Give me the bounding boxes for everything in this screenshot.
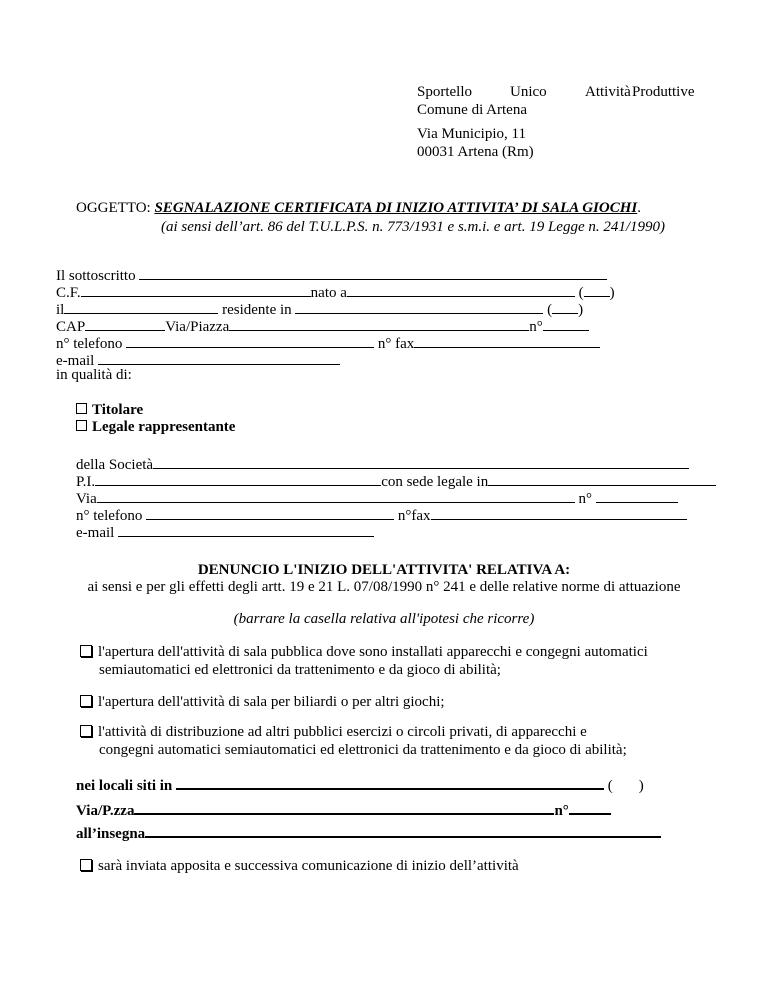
row-il	[56, 300, 584, 318]
label-nato-a: nato a	[310, 285, 347, 301]
subject-period: .	[637, 200, 641, 216]
row-sottoscritto	[56, 266, 607, 284]
option-comunicazione[interactable]	[80, 857, 519, 875]
address-word: Attività	[585, 84, 631, 100]
option-titolare[interactable]	[76, 403, 143, 418]
option-biliardi[interactable]	[80, 693, 445, 711]
row-company-via	[76, 489, 678, 507]
address-word: Produttive	[632, 84, 695, 100]
subject-reference: (ai sensi dell’art. 86 del T.U.L.P.S. n. 773/1931 e s.m.i. e art. 19 Legge n. 241/1990)	[161, 219, 666, 235]
checkbox-icon[interactable]	[76, 403, 87, 414]
paren: (	[578, 285, 584, 301]
field-email[interactable]	[98, 351, 340, 365]
option-text: sarà inviata apposita e successiva comunicazione di inizio dell’attività	[98, 858, 519, 874]
declaration-title: DENUNCIO L'INIZIO DELL'ATTIVITA' RELATIVA A:	[197, 562, 571, 578]
row-insegna	[76, 823, 661, 842]
paren: (	[547, 302, 553, 318]
address-line-3: Via Municipio, 11	[417, 126, 526, 142]
field-company-n[interactable]	[596, 489, 678, 503]
address-word: Unico	[510, 84, 547, 100]
label-company-email: e-mail	[76, 525, 115, 541]
field-cf[interactable]	[81, 283, 311, 297]
address-word: Sportello	[417, 84, 472, 100]
label-n: n°	[529, 319, 543, 335]
field-premises-n[interactable]	[569, 800, 611, 815]
paren: )	[578, 302, 584, 318]
field-nato-prov[interactable]	[584, 283, 610, 297]
label-via: Via/Piazza	[165, 319, 230, 335]
row-pi	[76, 472, 716, 490]
field-il[interactable]	[64, 300, 218, 314]
label-fax: n° fax	[377, 336, 415, 352]
row-telefono	[56, 334, 600, 352]
row-premises-via	[76, 800, 611, 819]
label-sede: con sede legale in	[381, 474, 489, 490]
field-company-fax[interactable]	[431, 506, 687, 520]
option-text: l'apertura dell'attività di sala pubblica dove sono installati apparecchi e congegni automatici	[98, 644, 648, 660]
option-legale-rappresentante[interactable]	[76, 420, 235, 435]
field-insegna[interactable]	[145, 823, 661, 838]
field-company-via[interactable]	[97, 489, 575, 503]
row-cap	[56, 317, 589, 335]
row-company-telefono	[76, 506, 687, 524]
label-locali: nei locali siti in	[76, 778, 173, 794]
checkbox-icon[interactable]	[76, 420, 87, 431]
field-nato-a[interactable]	[347, 283, 575, 297]
checkbox-icon[interactable]	[80, 645, 92, 657]
field-fax[interactable]	[414, 334, 600, 348]
field-via[interactable]	[229, 317, 529, 331]
field-locali[interactable]	[176, 775, 604, 790]
option-text: congegni automatici semiautomatici ed elettronici da trattenimento e da gioco di abilità;	[99, 742, 627, 758]
address-line-1	[417, 84, 697, 102]
label-qualita: in qualità di:	[56, 367, 132, 383]
row-company-email	[76, 523, 374, 541]
option-distribuzione[interactable]	[80, 723, 627, 759]
option-text: l'attività di distribuzione ad altri pubblici esercizi o circoli privati, di apparecchi e	[98, 724, 587, 740]
row-email	[56, 351, 340, 369]
label-pi: P.I.	[76, 474, 96, 490]
option-text: semiautomatici ed elettronici da trattenimento e da gioco di abilità;	[99, 662, 501, 678]
field-residente[interactable]	[295, 300, 543, 314]
row-societa	[76, 455, 689, 473]
checkbox-icon[interactable]	[80, 859, 92, 871]
subject-line	[76, 200, 641, 217]
label-titolare: Titolare	[92, 402, 144, 418]
option-sala-pubblica[interactable]	[80, 643, 648, 679]
label-legale: Legale rappresentante	[92, 419, 236, 435]
label-il: il	[56, 302, 65, 318]
field-sede[interactable]	[488, 472, 716, 486]
field-cap[interactable]	[85, 317, 165, 331]
field-company-telefono[interactable]	[146, 506, 394, 520]
row-locali	[76, 775, 644, 794]
field-sottoscritto[interactable]	[139, 266, 607, 280]
label-cf: C.F.	[56, 285, 81, 301]
field-residente-prov[interactable]	[552, 300, 578, 314]
label-premises-n: n°	[554, 803, 569, 819]
paren: )	[609, 285, 615, 301]
option-text: l'apertura dell'attività di sala per biliardi o per altri giochi;	[98, 694, 445, 710]
subject-label: OGGETTO:	[76, 200, 155, 216]
paren: )	[638, 778, 644, 794]
field-company-email[interactable]	[118, 523, 374, 537]
label-company-telefono: n° telefono	[76, 508, 143, 524]
label-email: e-mail	[56, 353, 95, 369]
label-company-fax: n°fax	[397, 508, 431, 524]
label-company-via: Via	[76, 491, 97, 507]
label-telefono: n° telefono	[56, 336, 123, 352]
recipient-address	[417, 84, 697, 162]
field-n[interactable]	[543, 317, 589, 331]
label-societa: della Società	[76, 457, 154, 473]
address-line-4: 00031 Artena (Rm)	[417, 144, 534, 160]
checkbox-icon[interactable]	[80, 695, 92, 707]
checkbox-icon[interactable]	[80, 725, 92, 737]
field-premises-via[interactable]	[134, 800, 554, 815]
subject-title: SEGNALAZIONE CERTIFICATA DI INIZIO ATTIVITA’ DI SALA GIOCHI	[154, 200, 638, 216]
declaration-note: (barrare la casella relativa all'ipotesi che ricorre)	[233, 611, 535, 627]
field-pi[interactable]	[95, 472, 381, 486]
label-cap: CAP	[56, 319, 86, 335]
label-sottoscritto: Il sottoscritto	[56, 268, 136, 284]
paren: (	[607, 778, 613, 794]
address-line-2: Comune di Artena	[417, 102, 527, 118]
field-societa[interactable]	[153, 455, 689, 469]
declaration-subtitle: ai sensi e per gli effetti degli artt. 19 e 21 L. 07/08/1990 n° 241 e delle relative norme di attuazione	[87, 579, 681, 595]
label-insegna: all’insegna	[76, 826, 146, 842]
row-cf	[56, 283, 615, 301]
field-telefono[interactable]	[126, 334, 374, 348]
label-premises-via: Via/P.zza	[76, 803, 135, 819]
label-residente: residente in	[222, 302, 292, 318]
label-company-n: n°	[578, 491, 593, 507]
